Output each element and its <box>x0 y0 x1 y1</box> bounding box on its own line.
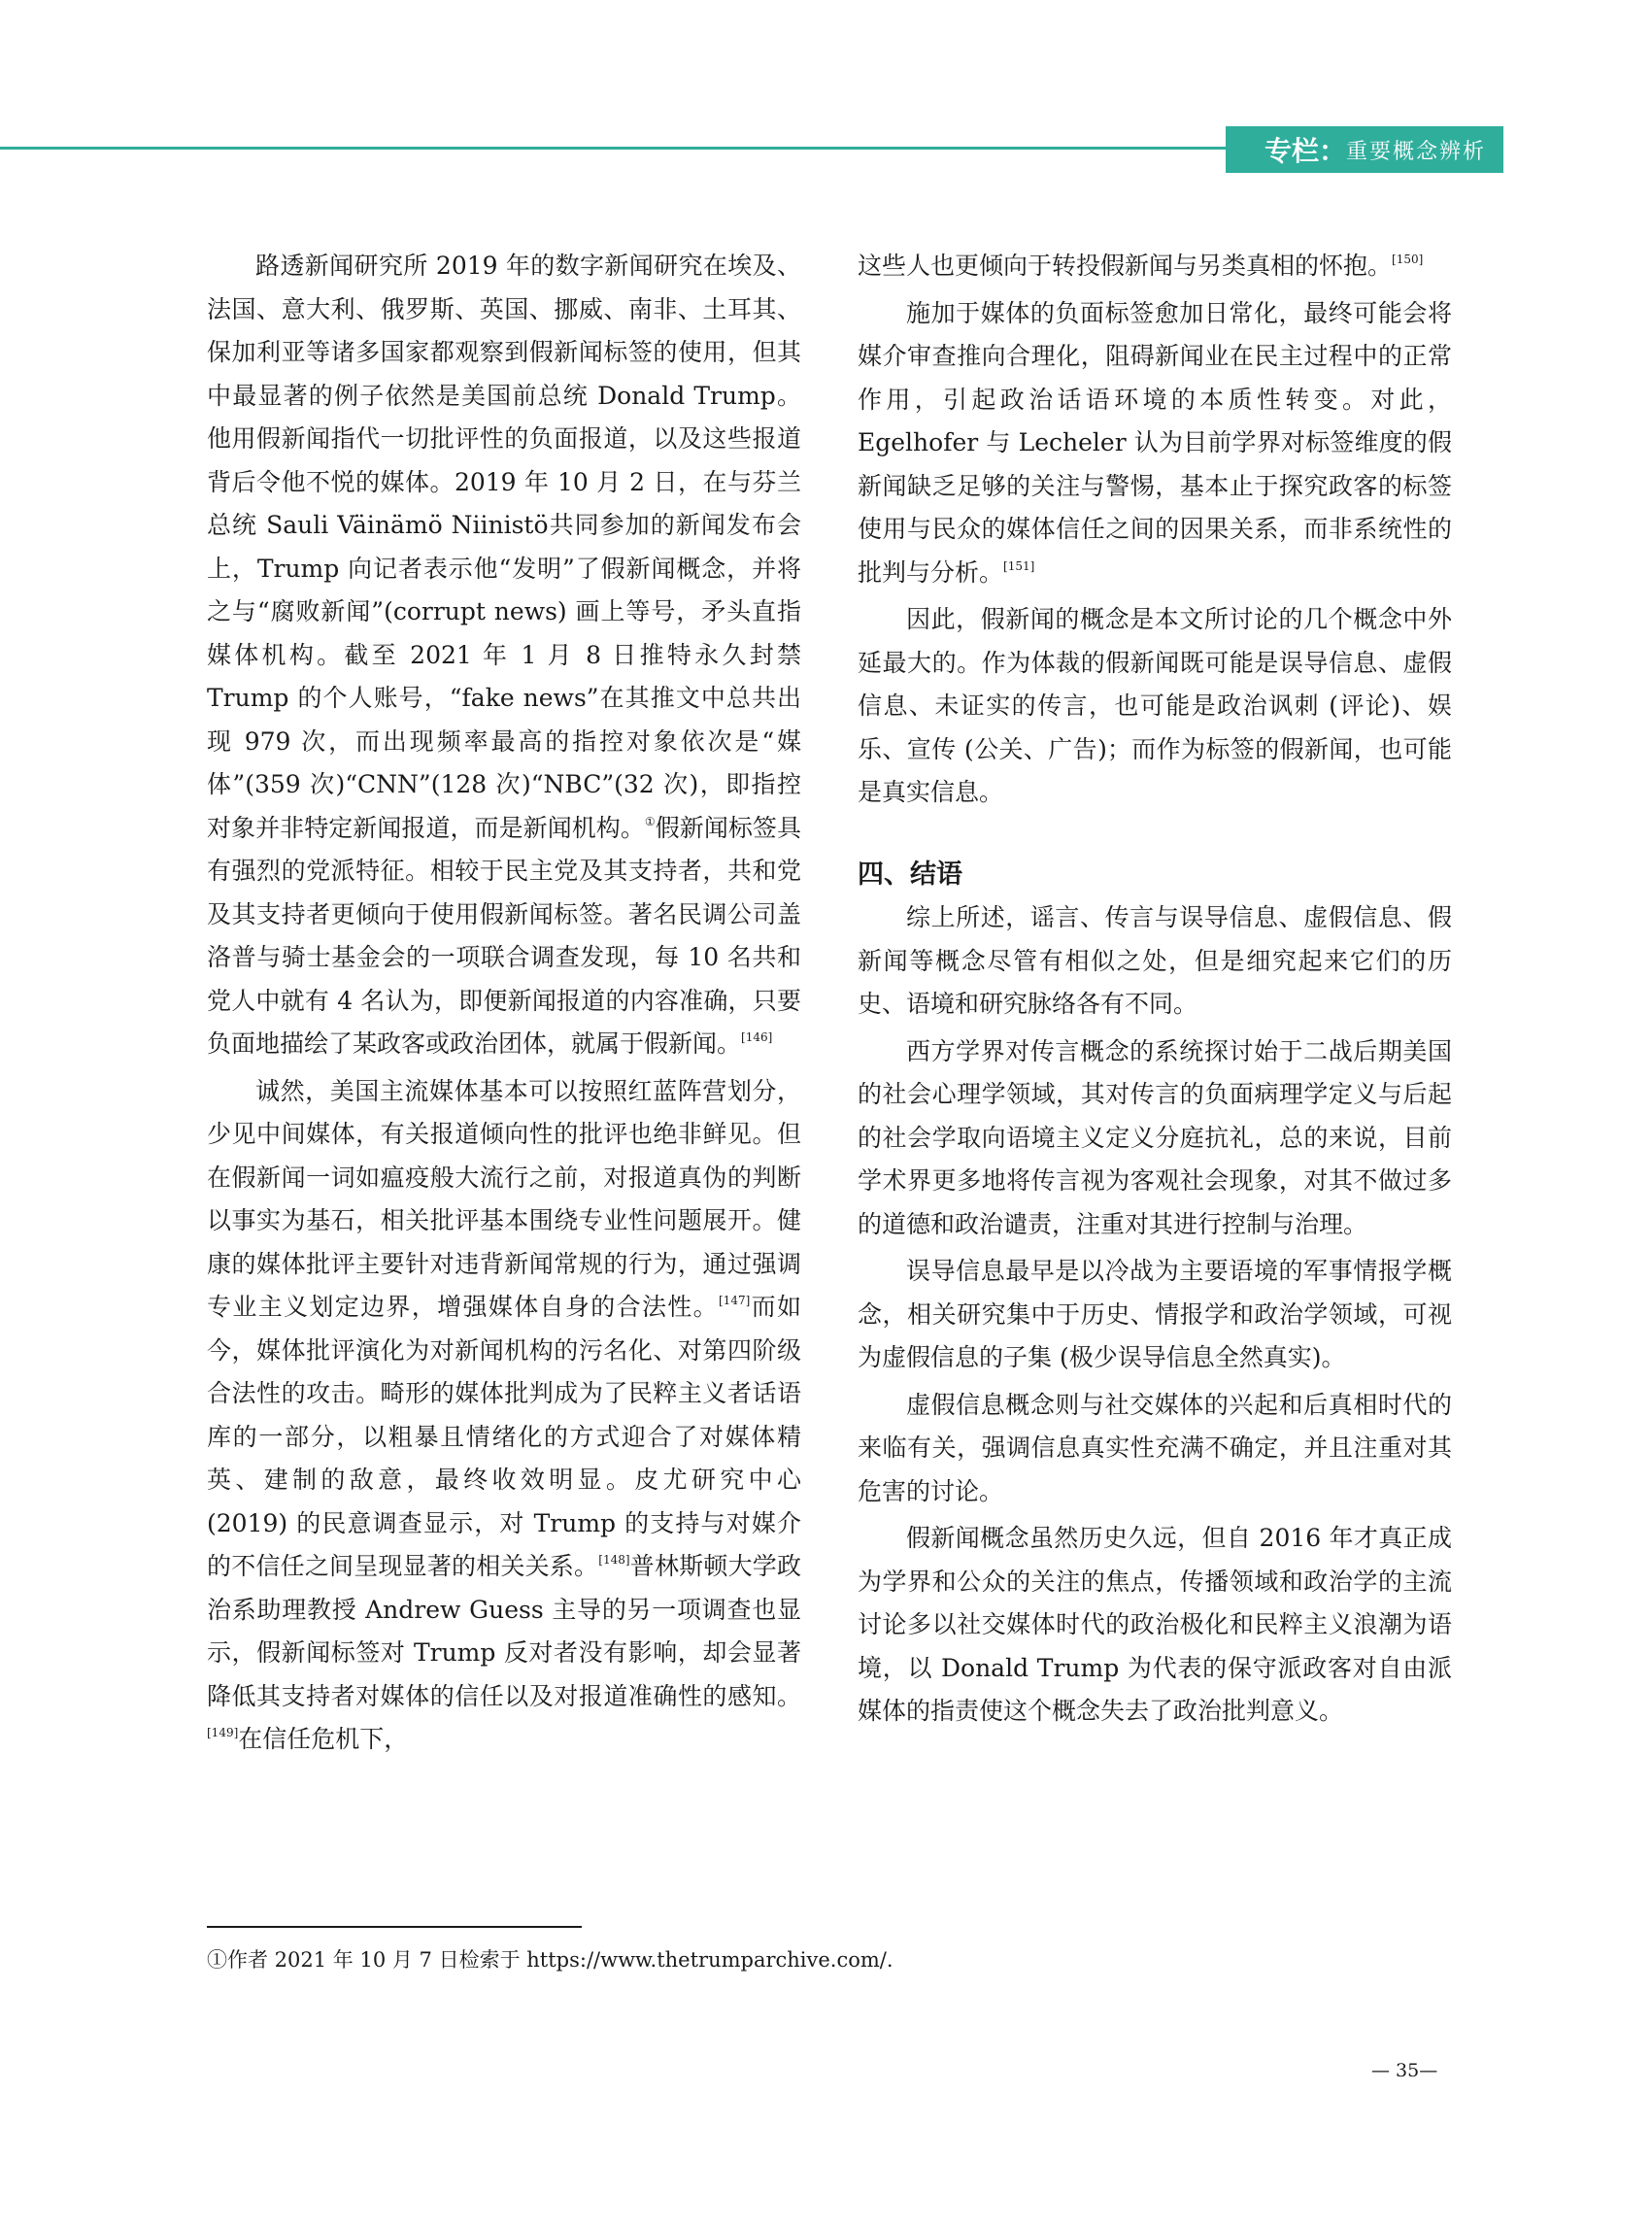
left-column <box>207 245 801 1766</box>
citation-ref: [146] <box>741 1030 773 1044</box>
text-run: 假新闻标签具有强烈的党派特征。相较于民主党及其支持者，共和党及其支持者更倾向于使用假新闻标签。著名民调公司盖洛普与骑士基金会的一项联合调查发现，每 10 名共和党人中就有 4 名认为，即便新闻报道的内容准确，只要负面地描绘了某政客或政治团体，就属于假新闻。 <box>207 813 801 1058</box>
citation-ref: [151] <box>1003 558 1035 573</box>
text-run: 在信任危机下， <box>238 1725 409 1753</box>
citation-ref: [147] <box>719 1294 751 1307</box>
paragraph-continued <box>858 245 1452 288</box>
footnote-rule <box>207 1926 582 1928</box>
column-header <box>1226 126 1503 173</box>
paragraph: 虚假信息概念则与社交媒体的兴起和后真相时代的来临有关，强调信息真实性充满不确定，并且注重对其危害的讨论。 <box>858 1390 1452 1505</box>
paragraph: 误导信息最早是以冷战为主要语境的军事情报学概念，相关研究集中于历史、情报学和政治学领域，可视为虚假信息的子集 (极少误导信息全然真实)。 <box>858 1257 1452 1371</box>
text-run: 普林斯顿大学政治系助理教授 Andrew Guess 主导的另一项调查也显示，假新闻标签对 Trump 反对者没有影响，却会显著降低其支持者对媒体的信任以及对报道准确性的感知。 <box>207 1552 801 1710</box>
paragraph <box>207 245 801 1066</box>
column-subtitle: 重要概念辨析 <box>1346 139 1487 164</box>
paragraph: 西方学界对传言概念的系统探讨始于二战后期美国的社会心理学领域，其对传言的负面病理学定义与后起的社会学取向语境主义定义分庭抗礼，总的来说，目前学术界更多地将传言视为客观社会现象，对其不做过多的道德和政治谴责，注重对其进行控制与治理。 <box>858 1036 1452 1238</box>
citation-ref: [150] <box>1392 253 1424 266</box>
text-run: 这些人也更倾向于转投假新闻与另类真相的怀抱。 <box>858 252 1393 280</box>
text-run: 路透新闻研究所 2019 年的数字新闻研究在埃及、法国、意大利、俄罗斯、英国、挪威、南非、土耳其、保加利亚等诸多国家都观察到假新闻标签的使用，但其中最显著的例子依然是美国前总统 Donald Trump。他用假新闻指代一切批评性的负面报道，以及这些报道背后令他不悦的媒体。2019 年 10 月 2 日，在与芬兰总统 Sauli Väinämö Niinistö共同参加的新闻发布会上，Trump 向记者表示他“发明”了假新闻概念，并将之与“腐败新闻”(corrupt news) 画上等号，矛头直指媒体机构。截至 2021 年 1 月 8 日推特永久封禁 Trump 的个人账号，“fake news”在其推文中总共出现 979 次，而出现频率最高的指控对象依次是“媒体”(359 次)“CNN”(128 次)“NBC”(32 次)，即指控对象并非特定新闻报道，而是新闻机构。 <box>207 252 801 842</box>
section-heading: 四、结语 <box>858 859 962 890</box>
footnote: ①作者 2021 年 10 月 7 日检索于 https://www.thetrumparchive.com/. <box>207 1948 893 1972</box>
header-rule <box>0 147 1226 150</box>
column-name: 专栏： <box>1264 135 1347 167</box>
text-run: 施加于媒体的负面标签愈加日常化，最终可能会将媒介审查推向合理化，阻碍新闻业在民主过程中的正常作用，引起政治话语环境的本质性转变。对此，Egelhofer 与 Lecheler 认为目前学界对标签维度的假新闻缺乏足够的关注与警惕，基本止于探究政客的标签使用与民众的媒体信任之间的因果关系，而非系统性的批判与分析。 <box>858 298 1452 587</box>
paragraph: 综上所述，谣言、传言与误导信息、虚假信息、假新闻等概念尽管有相似之处，但是细究起来它们的历史、语境和研究脉络各有不同。 <box>858 903 1452 1018</box>
paragraph <box>858 292 1452 595</box>
page-number: — 35— <box>1371 2060 1438 2081</box>
footnote-marker: ① <box>644 814 656 828</box>
text-run: 诚然，美国主流媒体基本可以按照红蓝阵营划分，少见中间媒体，有关报道倾向性的批评也绝非鲜见。但在假新闻一词如瘟疫般大流行之前，对报道真伪的判断以事实为基石，相关批评基本围绕专业性问题展开。健康的媒体批评主要针对违背新闻常规的行为，通过强调专业主义划定边界，增强媒体自身的合法性。 <box>207 1076 801 1321</box>
right-column <box>858 245 1452 1737</box>
paragraph: 假新闻概念虽然历史久远，但自 2016 年才真正成为学界和公众的关注的焦点，传播领域和政治学的主流讨论多以社交媒体时代的政治极化和民粹主义浪潮为语境，以 Donald Trump 为代表的保守派政客对自由派媒体的指责使这个概念失去了政治批判意义。 <box>858 1524 1452 1725</box>
text-run: 而如今，媒体批评演化为对新闻机构的污名化、对第四阶级合法性的攻击。畸形的媒体批判成为了民粹主义者话语库的一部分，以粗暴且情绪化的方式迎合了对媒体精英、建制的敌意，最终收效明显。皮尤研究中心 (2019) 的民意调查显示，对 Trump 的支持与对媒介的不信任之间呈现显著的相关关系。 <box>207 1293 801 1580</box>
paragraph <box>207 1070 801 1762</box>
citation-ref: [148] <box>598 1553 630 1567</box>
paragraph: 因此，假新闻的概念是本文所讨论的几个概念中外延最大的。作为体裁的假新闻既可能是误导信息、虚假信息、未证实的传言，也可能是政治讽刺 (评论)、娱乐、宣传 (公关、广告)；而作为标签的假新闻，也可能是真实信息。 <box>858 605 1452 806</box>
citation-ref: [149] <box>207 1726 239 1739</box>
